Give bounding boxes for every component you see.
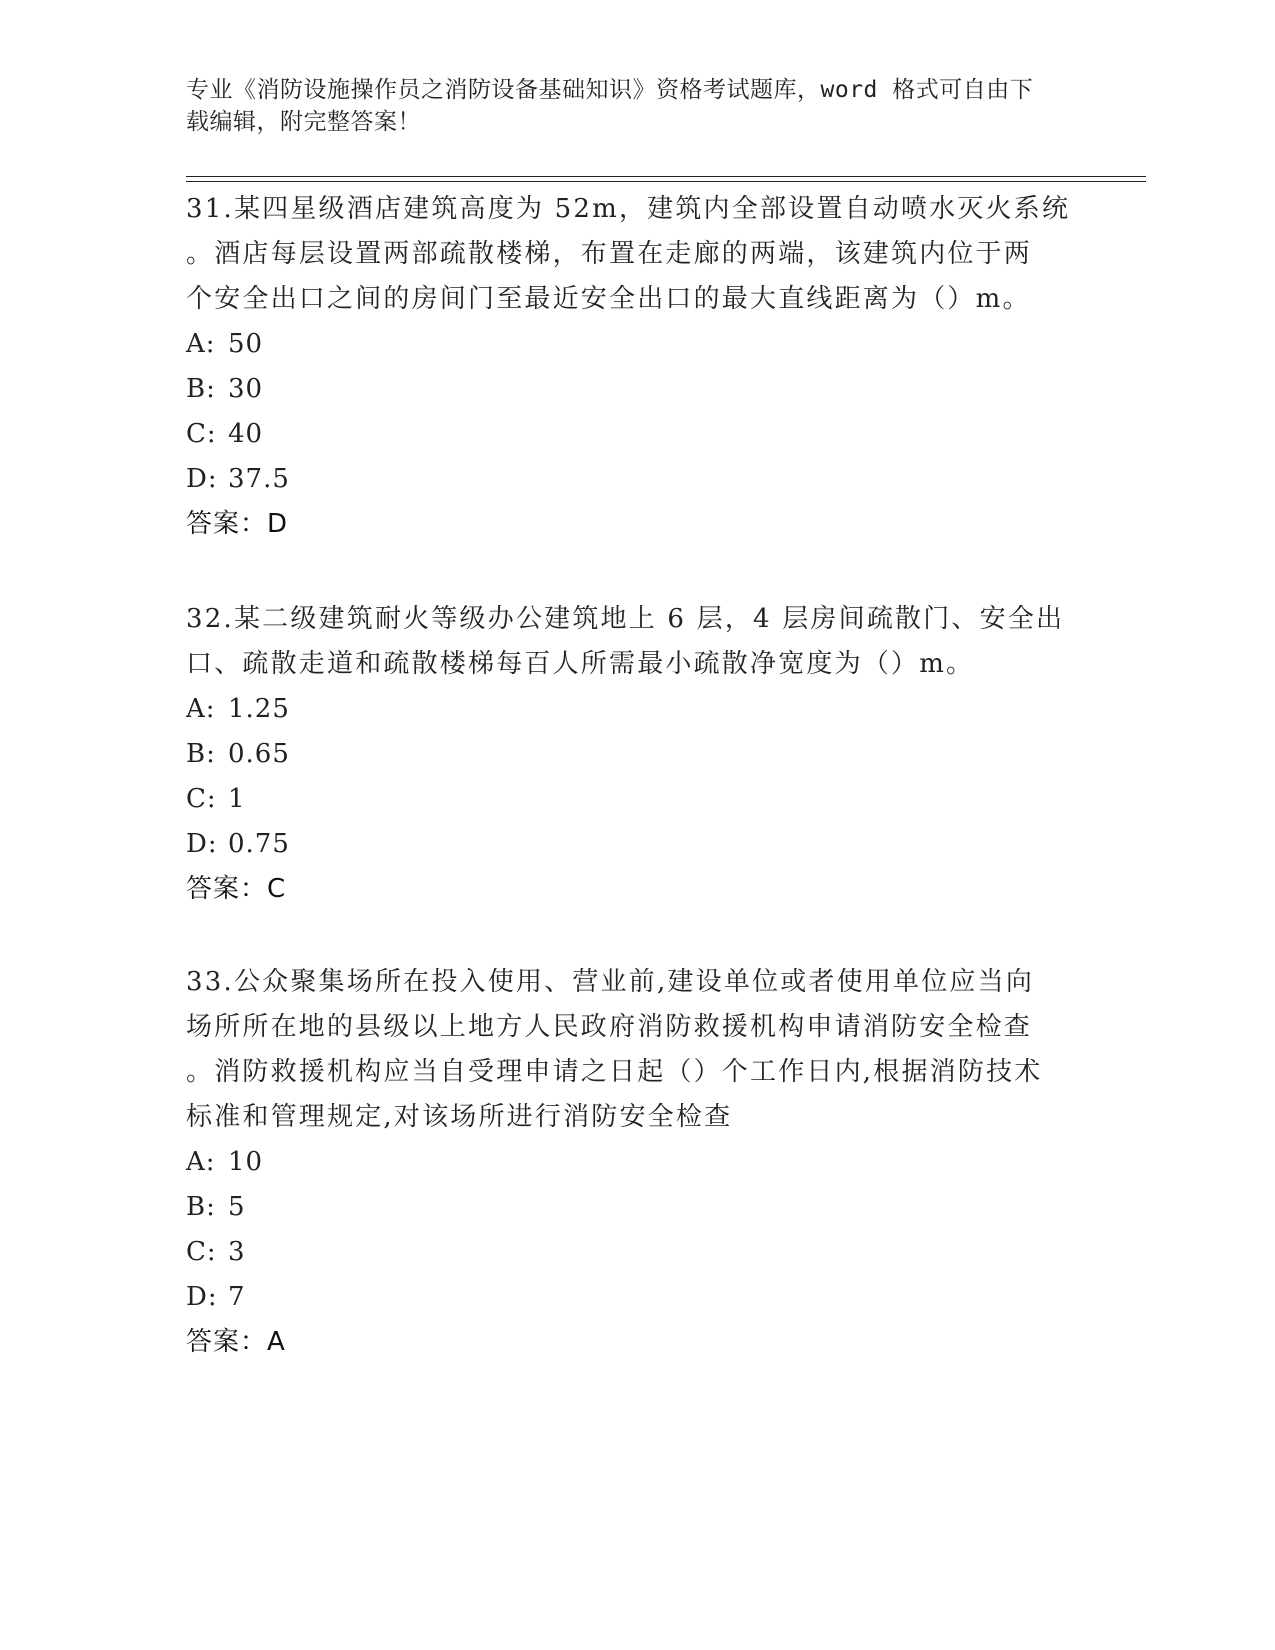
option-a [186,1140,1086,1185]
option-value: 50 [228,329,264,359]
option-c [186,777,1086,822]
option-d [186,822,1086,867]
option-value: 37.5 [228,464,290,494]
header-line: 专业《消防设施操作员之消防设备基础知识》资格考试题库，word 格式可自由下 [186,77,1034,103]
header-divider-bottom [186,181,1146,182]
option-b [186,367,1086,412]
option-a [186,687,1086,732]
option-value: 1 [228,784,246,814]
question-31 [186,187,1086,547]
answer-line: 答案：C [186,874,287,904]
option-value: 5 [228,1192,246,1222]
answer-line: 答案：A [186,1327,286,1357]
option-d [186,457,1086,502]
option-value: 30 [228,374,264,404]
question-text-line: 。酒店每层设置两部疏散楼梯，布置在走廊的两端，该建筑内位于两 [186,239,1033,269]
answer-line: 答案：D [186,509,289,539]
option-key: B: [186,374,216,404]
question-text-line: 33.公众聚集场所在投入使用、营业前,建设单位或者使用单位应当向 [186,967,1035,997]
option-a [186,322,1086,367]
option-value: 0.65 [228,739,290,769]
option-key: C: [186,1237,217,1267]
option-c [186,412,1086,457]
option-value: 0.75 [228,829,290,859]
question-33 [186,960,1086,1365]
option-value: 40 [228,419,264,449]
question-text-line: 。消防救援机构应当自受理申请之日起（）个工作日内,根据消防技术 [186,1057,1043,1087]
question-text-line: 场所所在地的县级以上地方人民政府消防救援机构申请消防安全检查 [186,1012,1033,1042]
option-d [186,1275,1086,1320]
option-c [186,1230,1086,1275]
question-text-line: 31.某四星级酒店建筑高度为 52m，建筑内全部设置自动喷水灭火系统 [186,194,1071,224]
option-b [186,732,1086,777]
option-value: 7 [228,1282,246,1312]
question-text-line: 标准和管理规定,对该场所进行消防安全检查 [186,1102,733,1132]
question-32 [186,597,1086,912]
option-key: B: [186,739,216,769]
header-divider-top [186,176,1146,177]
option-key: C: [186,784,217,814]
option-key: A: [186,329,216,359]
option-key: A: [186,1147,216,1177]
option-key: B: [186,1192,216,1222]
option-b [186,1185,1086,1230]
option-value: 1.25 [228,694,290,724]
question-text-line: 32.某二级建筑耐火等级办公建筑地上 6 层，4 层房间疏散门、安全出 [186,604,1065,634]
option-key: C: [186,419,217,449]
option-key: D: [186,464,218,494]
option-key: D: [186,829,218,859]
document-header [186,74,1066,138]
option-value: 3 [228,1237,246,1267]
header-line: 载编辑，附完整答案！ [186,109,421,135]
option-value: 10 [228,1147,264,1177]
option-key: D: [186,1282,218,1312]
option-key: A: [186,694,216,724]
question-text-line: 个安全出口之间的房间门至最近安全出口的最大直线距离为（）m。 [186,284,1031,314]
question-text-line: 口、疏散走道和疏散楼梯每百人所需最小疏散净宽度为（）m。 [186,649,975,679]
